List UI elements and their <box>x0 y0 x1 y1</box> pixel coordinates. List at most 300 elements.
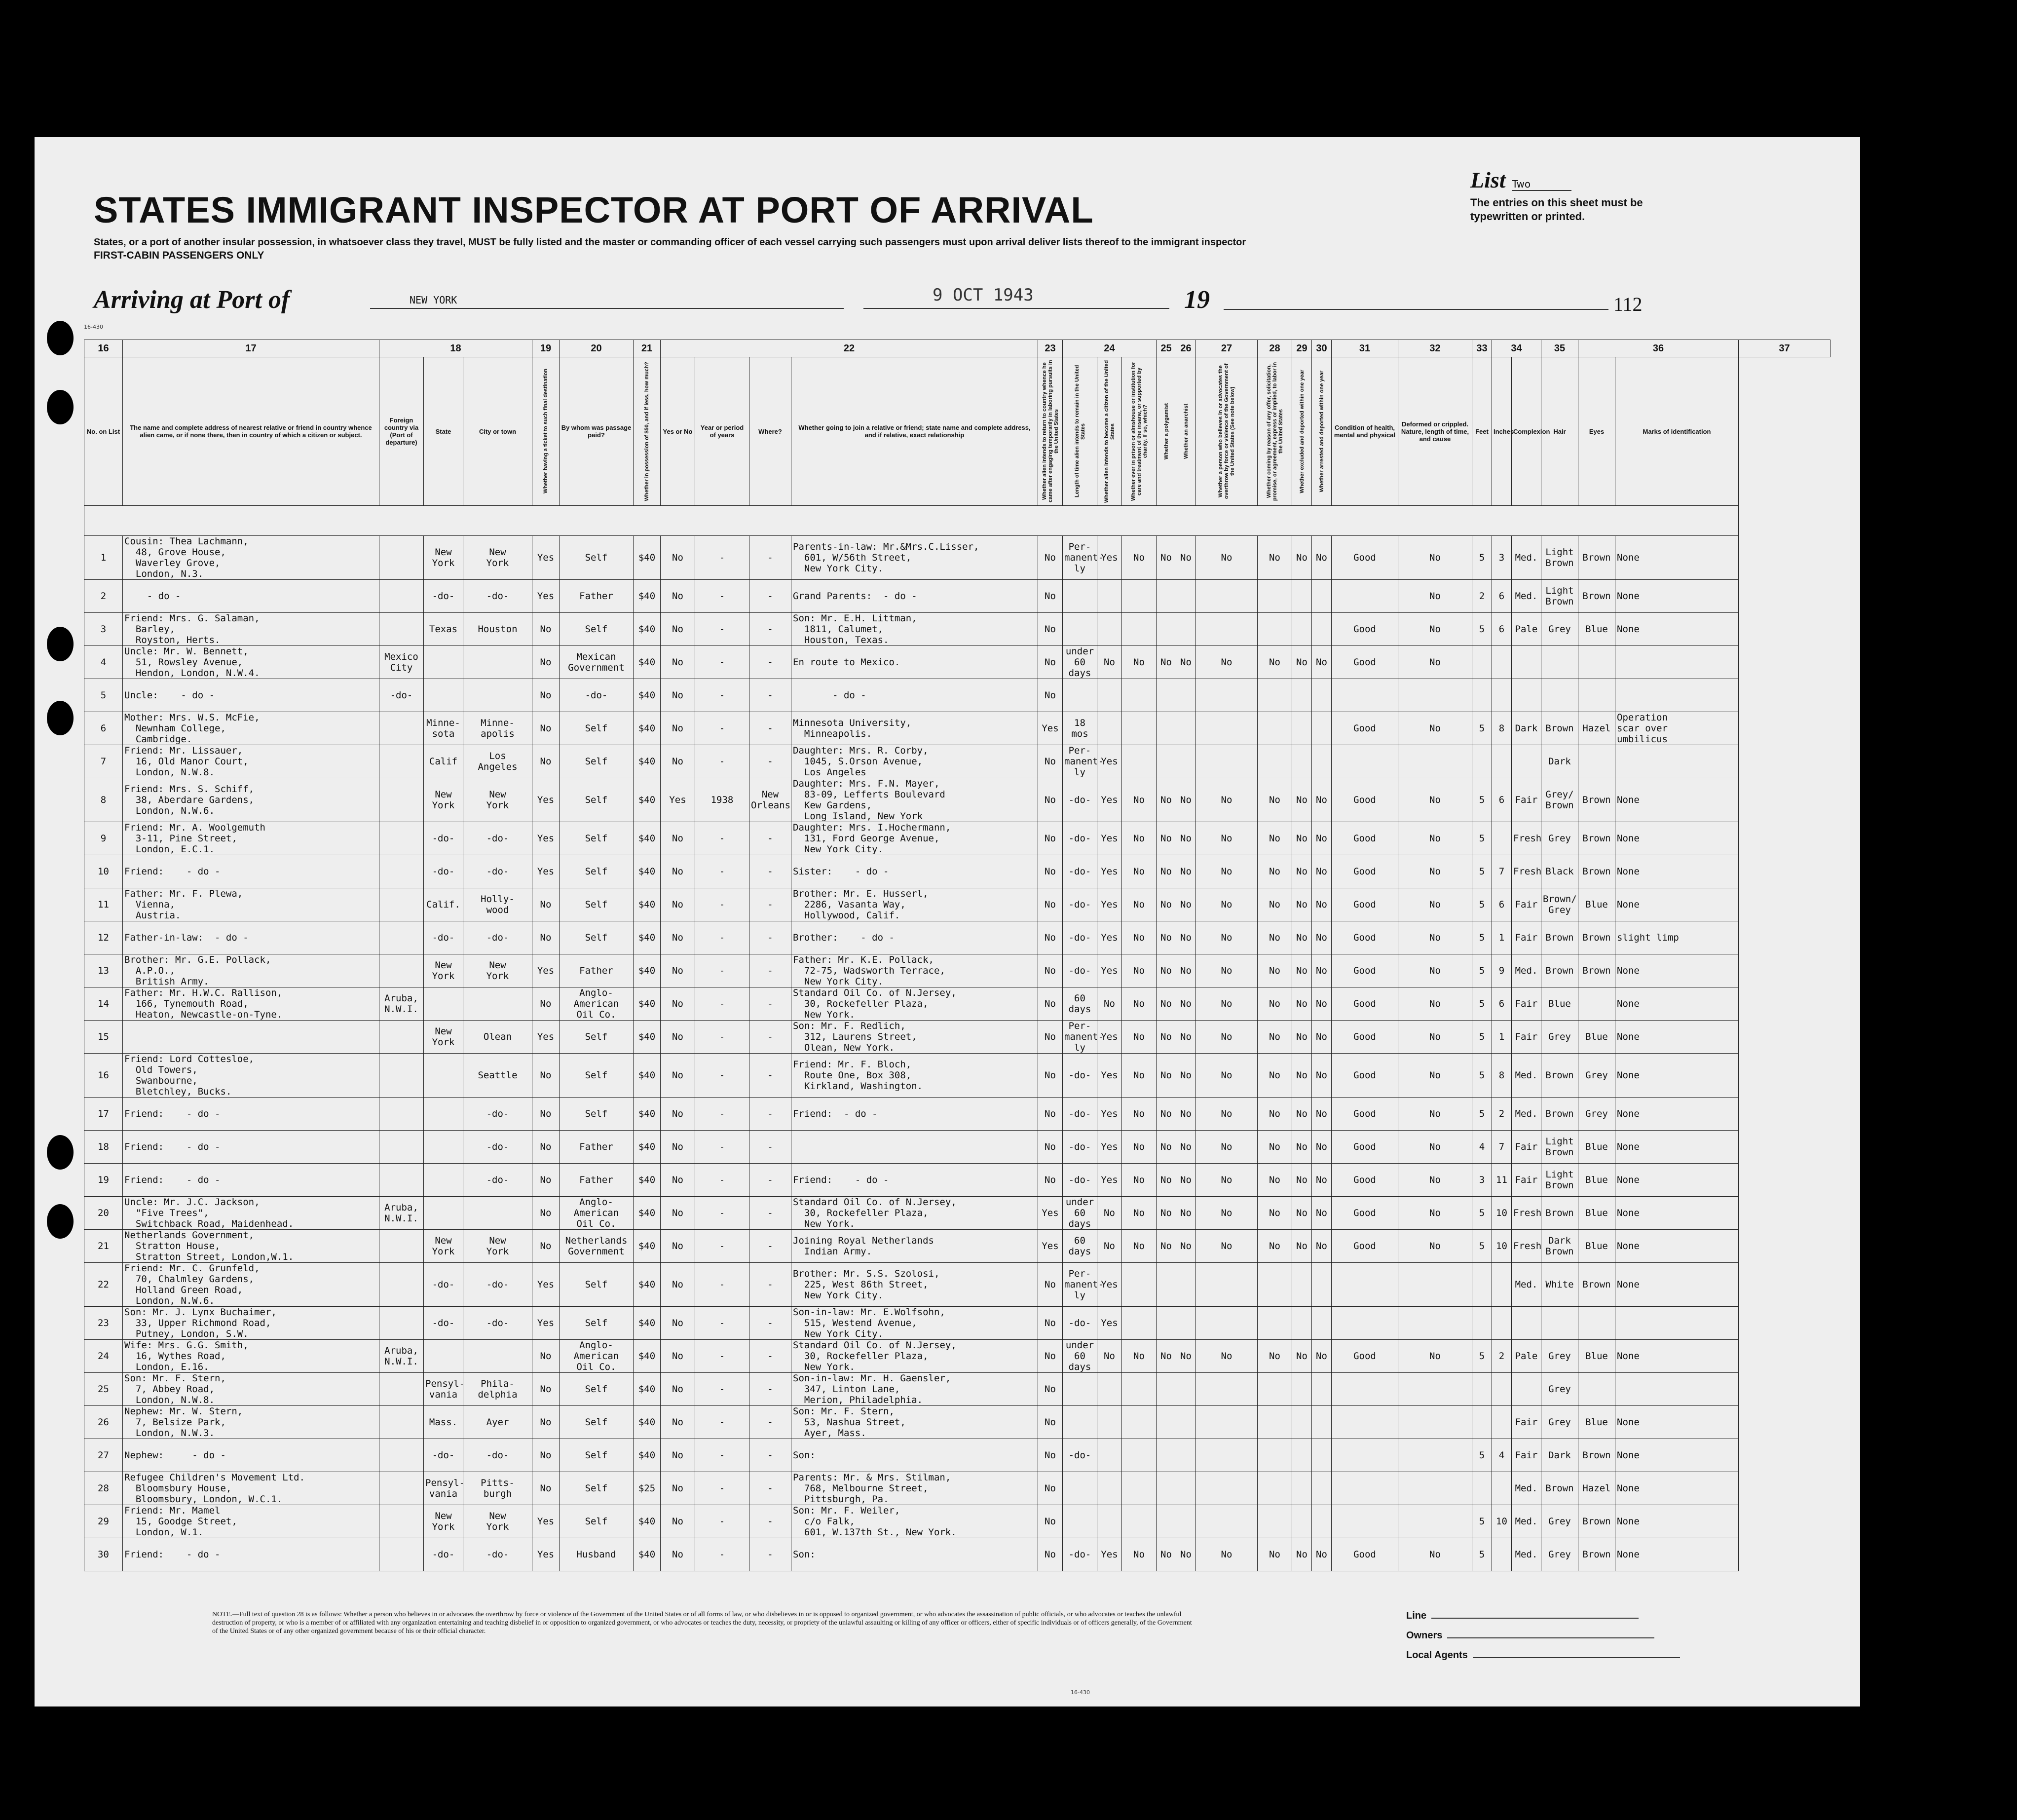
cell-c31 <box>1312 1505 1332 1538</box>
cell-st: Texas <box>424 613 463 646</box>
cell-fc <box>379 1439 424 1472</box>
cell-marks: None <box>1615 1131 1739 1164</box>
cell-p3: Yes <box>1097 536 1122 580</box>
cell-cx: Med. <box>1512 580 1541 613</box>
cell-city <box>463 1197 532 1230</box>
header-c30: Whether excluded and deported within one year <box>1299 369 1305 493</box>
cell-c25 <box>1122 1472 1157 1505</box>
cell-c25: No <box>1122 1230 1157 1263</box>
cell-hl: Good <box>1332 855 1398 888</box>
cell-yn: No <box>661 1472 695 1505</box>
cell-join: Grand Parents: - do - <box>791 580 1038 613</box>
cell-join: Minnesota University, Minneapolis. <box>791 712 1038 745</box>
cell-yr: - <box>695 1538 749 1571</box>
cell-hl: Good <box>1332 536 1398 580</box>
cell-yn: No <box>661 580 695 613</box>
cell-hair: Light Brown <box>1541 536 1578 580</box>
cell-c29 <box>1258 679 1292 712</box>
cell-p2: Per- manent- ly <box>1063 745 1097 778</box>
cell-hl <box>1332 1406 1398 1439</box>
cell-marks: Operation scar over umbilicus <box>1615 712 1739 745</box>
cell-rel: Wife: Mrs. G.G. Smith, 16, Wythes Road, London, E.16. <box>123 1340 379 1373</box>
cell-yr: - <box>695 987 749 1021</box>
cell-no: 2 <box>84 580 123 613</box>
cell-p1: No <box>1038 1307 1063 1340</box>
cell-yr: - <box>695 1373 749 1406</box>
cell-ft: 3 <box>1472 1164 1492 1197</box>
cell-p1: Yes <box>1038 1230 1063 1263</box>
cell-in <box>1492 1263 1512 1307</box>
cell-tkt: No <box>532 646 560 679</box>
header-year-period: Year or period of years <box>695 357 749 506</box>
cell-in: 3 <box>1492 536 1512 580</box>
cell-in: 6 <box>1492 987 1512 1021</box>
cell-c30: No <box>1292 888 1312 921</box>
cell-ft <box>1472 1307 1492 1340</box>
agents-label: Local Agents <box>1406 1650 1468 1661</box>
cell-p1: No <box>1038 1373 1063 1406</box>
cell-c29: No <box>1258 1131 1292 1164</box>
cell-city: -do- <box>463 921 532 954</box>
cell-marks <box>1615 1373 1739 1406</box>
cell-c28: No <box>1196 1131 1258 1164</box>
cell-money: $40 <box>634 580 661 613</box>
cell-c26: No <box>1157 921 1176 954</box>
cell-c31: No <box>1312 1197 1332 1230</box>
cell-tkt: Yes <box>532 1505 560 1538</box>
cell-rel: Mother: Mrs. W.S. McFie, Newnham College, Cambridge. <box>123 712 379 745</box>
cell-c26 <box>1157 679 1176 712</box>
cell-yr: - <box>695 1340 749 1373</box>
cell-st <box>424 679 463 712</box>
cell-p1: No <box>1038 1021 1063 1054</box>
cell-join: - do - <box>791 679 1038 712</box>
cell-c25: No <box>1122 1098 1157 1131</box>
cell-p1: Yes <box>1038 1197 1063 1230</box>
cell-def: No <box>1398 921 1472 954</box>
cell-hl: Good <box>1332 1230 1398 1263</box>
cell-in: 2 <box>1492 1098 1512 1131</box>
cell-rel: Friend: Mr. A. Woolgemuth 3-11, Pine Street, London, E.C.1. <box>123 822 379 855</box>
cell-c28: No <box>1196 536 1258 580</box>
cell-c27: No <box>1176 855 1196 888</box>
cell-c29: No <box>1258 987 1292 1021</box>
colnum: 37 <box>1739 340 1830 357</box>
cell-marks: None <box>1615 1230 1739 1263</box>
cell-c28 <box>1196 712 1258 745</box>
cell-wh: - <box>749 536 791 580</box>
binder-hole <box>47 627 74 661</box>
cell-tkt: Yes <box>532 1021 560 1054</box>
cell-eyes: Blue <box>1578 888 1615 921</box>
cell-in <box>1492 1472 1512 1505</box>
cell-paid: Self <box>560 1373 634 1406</box>
cell-eyes: Blue <box>1578 613 1615 646</box>
cell-c25: No <box>1122 778 1157 822</box>
cell-hl: Good <box>1332 778 1398 822</box>
cell-in: 10 <box>1492 1505 1512 1538</box>
cell-p2: -do- <box>1063 921 1097 954</box>
cell-fc <box>379 954 424 987</box>
cell-c28: No <box>1196 1538 1258 1571</box>
cell-c26 <box>1157 1373 1176 1406</box>
colnum: 29 <box>1292 340 1312 357</box>
cell-c28 <box>1196 1439 1258 1472</box>
cell-eyes: Brown <box>1578 536 1615 580</box>
cell-yn: No <box>661 1230 695 1263</box>
cell-c31 <box>1312 679 1332 712</box>
cell-cx: Fresh <box>1512 1197 1541 1230</box>
cell-yr: - <box>695 1131 749 1164</box>
cell-tkt: No <box>532 1472 560 1505</box>
cell-c28: No <box>1196 954 1258 987</box>
cell-p3 <box>1097 613 1122 646</box>
cell-c31: No <box>1312 1098 1332 1131</box>
cell-c27: No <box>1176 778 1196 822</box>
table-row <box>84 536 1830 580</box>
cell-c28: No <box>1196 1230 1258 1263</box>
cell-c28 <box>1196 745 1258 778</box>
colnum: 21 <box>634 340 661 357</box>
cell-money: $40 <box>634 1406 661 1439</box>
cell-c30 <box>1292 712 1312 745</box>
cell-yr: - <box>695 646 749 679</box>
colnum: 31 <box>1332 340 1398 357</box>
cell-p1: No <box>1038 580 1063 613</box>
cell-cx: Med. <box>1512 536 1541 580</box>
cell-c25: No <box>1122 536 1157 580</box>
cell-yn: No <box>661 1340 695 1373</box>
cell-c26: No <box>1157 646 1176 679</box>
cell-st: -do- <box>424 855 463 888</box>
cell-c29: No <box>1258 1021 1292 1054</box>
cell-hl: Good <box>1332 1131 1398 1164</box>
cell-st: Pensyl- vania <box>424 1373 463 1406</box>
cell-rel: Friend: Mr. C. Grunfeld, 70, Chalmley Gardens, Holland Green Road, London, N.W.6. <box>123 1263 379 1307</box>
cell-p1: No <box>1038 855 1063 888</box>
cell-yr: - <box>695 745 749 778</box>
cell-c30: No <box>1292 954 1312 987</box>
cell-c26: No <box>1157 1021 1176 1054</box>
cell-ft: 5 <box>1472 1505 1492 1538</box>
cell-marks <box>1615 679 1739 712</box>
list-number-box <box>1470 167 1702 224</box>
cell-hair: Dark Brown <box>1541 1230 1578 1263</box>
cell-no: 12 <box>84 921 123 954</box>
cell-wh: - <box>749 1538 791 1571</box>
cell-wh: - <box>749 1197 791 1230</box>
cell-rel: Cousin: Thea Lachmann, 48, Grove House, Waverley Grove, London, N.3. <box>123 536 379 580</box>
cell-p2 <box>1063 1406 1097 1439</box>
cell-fc <box>379 1098 424 1131</box>
cell-paid: -do- <box>560 679 634 712</box>
cell-yn: No <box>661 1197 695 1230</box>
colnum: 25 <box>1157 340 1176 357</box>
cell-no: 24 <box>84 1340 123 1373</box>
cell-marks: slight limp <box>1615 921 1739 954</box>
cell-c26: No <box>1157 855 1176 888</box>
column-number-row <box>84 340 1830 357</box>
cell-c27: No <box>1176 1340 1196 1373</box>
cell-c30 <box>1292 1472 1312 1505</box>
cell-st: -do- <box>424 822 463 855</box>
cell-cx <box>1512 1373 1541 1406</box>
class-line: FIRST-CABIN PASSENGERS ONLY <box>94 250 264 261</box>
cell-c26: No <box>1157 888 1176 921</box>
cell-p3 <box>1097 1373 1122 1406</box>
cell-def: No <box>1398 1538 1472 1571</box>
cell-no: 29 <box>84 1505 123 1538</box>
table-row <box>84 954 1830 987</box>
cell-tkt: Yes <box>532 855 560 888</box>
cell-paid: Self <box>560 1406 634 1439</box>
cell-c25: No <box>1122 646 1157 679</box>
cell-in: 9 <box>1492 954 1512 987</box>
cell-c31 <box>1312 1307 1332 1340</box>
cell-fc <box>379 1230 424 1263</box>
cell-money: $40 <box>634 1098 661 1131</box>
cell-join: Standard Oil Co. of N.Jersey, 30, Rockefeller Plaza, New York. <box>791 1340 1038 1373</box>
cell-p2: -do- <box>1063 778 1097 822</box>
cell-st: Minne- sota <box>424 712 463 745</box>
cell-hl <box>1332 679 1398 712</box>
cell-c27 <box>1176 1263 1196 1307</box>
cell-eyes: Blue <box>1578 1406 1615 1439</box>
cell-c27 <box>1176 1472 1196 1505</box>
cell-rel: Father: Mr. H.W.C. Rallison, 166, Tynemouth Road, Heaton, Newcastle-on-Tyne. <box>123 987 379 1021</box>
cell-hair: Brown <box>1541 712 1578 745</box>
cell-c28 <box>1196 679 1258 712</box>
cell-wh: - <box>749 921 791 954</box>
cell-c28 <box>1196 580 1258 613</box>
cell-hair: Brown <box>1541 921 1578 954</box>
cell-wh: - <box>749 1340 791 1373</box>
cell-c27: No <box>1176 888 1196 921</box>
cell-yr: - <box>695 1054 749 1098</box>
cell-join: Friend: - do - <box>791 1164 1038 1197</box>
cell-in: 6 <box>1492 613 1512 646</box>
cell-cx: Pale <box>1512 613 1541 646</box>
cell-c30 <box>1292 613 1312 646</box>
cell-c31 <box>1312 1472 1332 1505</box>
cell-p1: No <box>1038 1472 1063 1505</box>
cell-yn: No <box>661 536 695 580</box>
cell-in <box>1492 822 1512 855</box>
table-row <box>84 1164 1830 1197</box>
owners-field <box>1406 1630 1654 1641</box>
cell-tkt: No <box>532 1406 560 1439</box>
cell-c30: No <box>1292 1021 1312 1054</box>
cell-hair <box>1541 679 1578 712</box>
cell-hl: Good <box>1332 1538 1398 1571</box>
cell-no: 15 <box>84 1021 123 1054</box>
cell-money: $40 <box>634 954 661 987</box>
cell-ft <box>1472 1472 1492 1505</box>
cell-cx: Fair <box>1512 1021 1541 1054</box>
cell-st: -do- <box>424 580 463 613</box>
cell-fc <box>379 888 424 921</box>
header-hair: Hair <box>1541 357 1578 506</box>
cell-city: New York <box>463 954 532 987</box>
cell-p3: Yes <box>1097 1021 1122 1054</box>
cell-hair: Grey <box>1541 1340 1578 1373</box>
cell-city <box>463 1340 532 1373</box>
table-row <box>84 855 1830 888</box>
cell-wh: - <box>749 888 791 921</box>
cell-p2: 18 mos <box>1063 712 1097 745</box>
colnum: 30 <box>1312 340 1332 357</box>
cell-city: New York <box>463 1230 532 1263</box>
cell-tkt: No <box>532 1340 560 1373</box>
cell-c27: No <box>1176 1021 1196 1054</box>
cell-p1: No <box>1038 1131 1063 1164</box>
cell-p2: -do- <box>1063 1164 1097 1197</box>
cell-p1: No <box>1038 1098 1063 1131</box>
cell-c30: No <box>1292 778 1312 822</box>
cell-wh: - <box>749 712 791 745</box>
cell-hl: Good <box>1332 1098 1398 1131</box>
cell-paid: Self <box>560 1307 634 1340</box>
cell-yr: - <box>695 954 749 987</box>
cell-cx: Med. <box>1512 1472 1541 1505</box>
cell-p3: No <box>1097 987 1122 1021</box>
form-number-bottom: 16-430 <box>1071 1689 1090 1696</box>
cell-c29: No <box>1258 888 1292 921</box>
cell-yr: - <box>695 613 749 646</box>
cell-c30 <box>1292 1505 1312 1538</box>
cell-p1: No <box>1038 822 1063 855</box>
cell-c29 <box>1258 1472 1292 1505</box>
cell-c29 <box>1258 613 1292 646</box>
cell-c31: No <box>1312 822 1332 855</box>
cell-money: $40 <box>634 855 661 888</box>
cell-paid: Father <box>560 954 634 987</box>
cell-yn: No <box>661 1098 695 1131</box>
cell-hl <box>1332 1439 1398 1472</box>
cell-join: Standard Oil Co. of N.Jersey, 30, Rockefeller Plaza, New York. <box>791 987 1038 1021</box>
cell-c30: No <box>1292 1340 1312 1373</box>
cell-join: Parents: Mr. & Mrs. Stilman, 768, Melbourne Street, Pittsburgh, Pa. <box>791 1472 1038 1505</box>
cell-c27 <box>1176 580 1196 613</box>
cell-cx: Fair <box>1512 1406 1541 1439</box>
cell-marks: None <box>1615 987 1739 1021</box>
cell-paid: Self <box>560 1505 634 1538</box>
cell-st: Pensyl- vania <box>424 1472 463 1505</box>
cell-hair: Grey/ Brown <box>1541 778 1578 822</box>
cell-c25 <box>1122 679 1157 712</box>
cell-p1: No <box>1038 1439 1063 1472</box>
cell-money: $40 <box>634 1373 661 1406</box>
table-row <box>84 580 1830 613</box>
cell-city: Minne- apolis <box>463 712 532 745</box>
cell-cx: Fair <box>1512 1164 1541 1197</box>
cell-tkt: No <box>532 1197 560 1230</box>
cell-marks: None <box>1615 1472 1739 1505</box>
cell-in: 10 <box>1492 1197 1512 1230</box>
cell-c30 <box>1292 1263 1312 1307</box>
cell-in <box>1492 646 1512 679</box>
cell-money: $40 <box>634 1131 661 1164</box>
cell-money: $40 <box>634 1230 661 1263</box>
passenger-table <box>84 340 1830 1571</box>
cell-ft <box>1472 1373 1492 1406</box>
cell-ft: 4 <box>1472 1131 1492 1164</box>
cell-tkt: No <box>532 712 560 745</box>
cell-p1: No <box>1038 1263 1063 1307</box>
cell-hl: Good <box>1332 921 1398 954</box>
cell-yn: No <box>661 1505 695 1538</box>
cell-fc <box>379 1472 424 1505</box>
binder-hole <box>47 701 74 735</box>
cell-yn: No <box>661 679 695 712</box>
cell-eyes <box>1578 646 1615 679</box>
cell-fc <box>379 1373 424 1406</box>
header-yes-no: Yes or No <box>661 357 695 506</box>
cell-city: -do- <box>463 1538 532 1571</box>
header-feet: Feet <box>1472 357 1492 506</box>
cell-tkt: No <box>532 745 560 778</box>
cell-c31: No <box>1312 921 1332 954</box>
table-row <box>84 1340 1830 1373</box>
cell-no: 20 <box>84 1197 123 1230</box>
cell-st <box>424 1098 463 1131</box>
cell-rel: Friend: Mr. Mamel 15, Goodge Street, London, W.1. <box>123 1505 379 1538</box>
cell-c30: No <box>1292 1197 1312 1230</box>
cell-hl <box>1332 745 1398 778</box>
cell-eyes: Brown <box>1578 954 1615 987</box>
cell-eyes <box>1578 679 1615 712</box>
cell-marks: None <box>1615 613 1739 646</box>
table-row <box>84 987 1830 1021</box>
cell-yn: No <box>661 954 695 987</box>
cell-in: 11 <box>1492 1164 1512 1197</box>
cell-city: New York <box>463 778 532 822</box>
cell-wh: - <box>749 1021 791 1054</box>
cell-ft: 5 <box>1472 1098 1492 1131</box>
cell-c31: No <box>1312 888 1332 921</box>
cell-c25 <box>1122 613 1157 646</box>
cell-cx: Fair <box>1512 888 1541 921</box>
cell-c29 <box>1258 1373 1292 1406</box>
cell-c30: No <box>1292 822 1312 855</box>
cell-p3: Yes <box>1097 1098 1122 1131</box>
cell-c25: No <box>1122 1538 1157 1571</box>
cell-st <box>424 1131 463 1164</box>
colnum: 17 <box>123 340 379 357</box>
cell-c27: No <box>1176 1538 1196 1571</box>
cell-tkt: No <box>532 679 560 712</box>
cell-in: 6 <box>1492 888 1512 921</box>
cell-hl: Good <box>1332 822 1398 855</box>
cell-c29: No <box>1258 536 1292 580</box>
agents-field <box>1406 1650 1680 1661</box>
cell-yn: No <box>661 1373 695 1406</box>
cell-no: 17 <box>84 1098 123 1131</box>
cell-money: $40 <box>634 1164 661 1197</box>
cell-hair: Grey <box>1541 1505 1578 1538</box>
cell-marks: None <box>1615 778 1739 822</box>
cell-st: -do- <box>424 1263 463 1307</box>
year-line <box>1224 309 1608 310</box>
cell-c29: No <box>1258 822 1292 855</box>
cell-c26: No <box>1157 1131 1176 1164</box>
cell-c28 <box>1196 1505 1258 1538</box>
cell-hair: Brown <box>1541 1197 1578 1230</box>
cell-tkt: Yes <box>532 822 560 855</box>
cell-tkt: No <box>532 1164 560 1197</box>
cell-p3 <box>1097 580 1122 613</box>
cell-marks: None <box>1615 1098 1739 1131</box>
